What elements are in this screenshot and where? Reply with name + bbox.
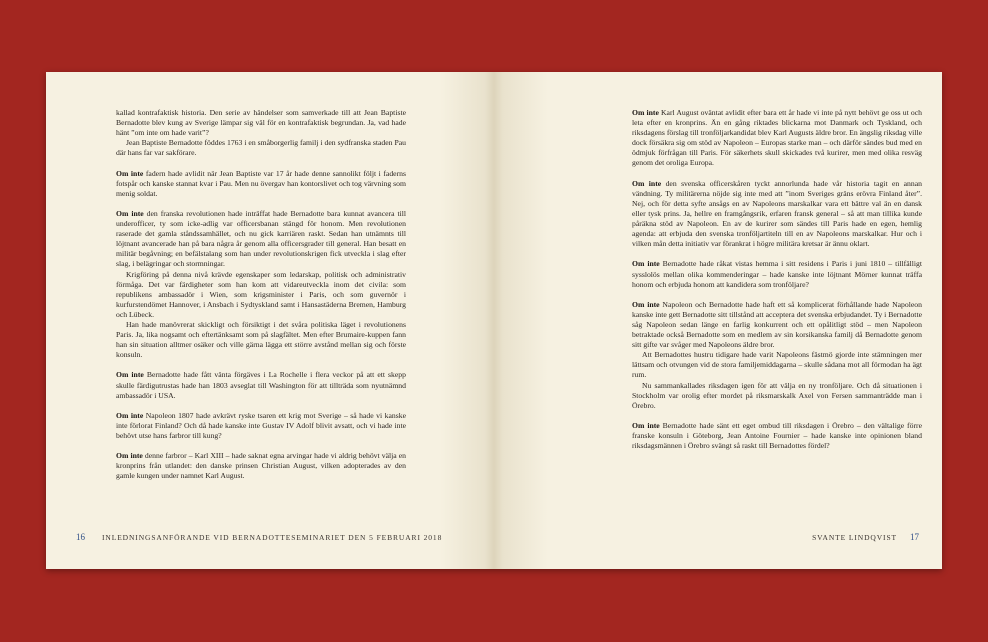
paragraph-text: Bernadotte hade sänt ett eget ombud till riksdagen i Örebro – den vältalige förre franske konsuln i Göteborg, Jean Antoine Fournier – hade kanske inte opinionen bland riksdagsmännen i Örebro svängt så raskt till Bernadottes fördel? [632, 420, 922, 451]
paragraph-lead: Om inte [116, 410, 144, 420]
book-spread [46, 72, 942, 569]
page-number-left: 16 [76, 532, 85, 542]
paragraph [116, 169, 406, 199]
paragraph-text: Napoleon och Bernadotte hade haft ett så komplicerat förhållande hade Napoleon kanske inte gett Bernadotte sitt tillstånd att acceptera det svenska erbjudandet. Ty i Bernadotte såg Napoleon sedan länge en farlig konkurrent och ett opålitligt stöd – men Napoleon betraktade också Bernadotte som en medlem av sin korsikanska familj då Bernadotte genom sitt gifte var svåger med Napoleons äldre bror. [632, 299, 922, 350]
paragraph [116, 108, 406, 138]
paragraph-lead: Om inte [116, 208, 144, 218]
paragraph-text: Bernadotte hade råkat vistas hemma i sitt residens i Paris i juni 1810 – tillfälligt sysslolös mellan olika kommenderingar – hade kanske inte löjtnant Mörner kunnat träffa honom och erbjuda honom att kandidera som tronföljare? [632, 259, 922, 289]
left-page [46, 72, 494, 569]
paragraph-text: Krigföring på denna nivå krävde egenskaper som ledarskap, politisk och administrativ förmåga. Det var färdigheter som han kom att vidareutveckla inom det civila: som republikens ambassadör i Wien, som krigsminister i Paris, och som guvernör i kurfurstendömet Hannover, i Ansbach i Sydtyskland samt i Hansastäderna Bremen, Hamburg och Lübeck. [116, 269, 406, 319]
paragraph-lead: Om inte [116, 451, 143, 461]
left-page-body [116, 108, 406, 481]
paragraph [632, 300, 922, 350]
paragraph-text: Bernadotte hade fått vänta förgäves i La Rochelle i flera veckor på att ett skepp skulle färdigutrustas hade han 1803 avseglat till Washington för att tillträda som nyutnämnd ambassadör i USA. [116, 370, 406, 400]
paragraph-text: Att Bernadottes hustru tidigare hade varit Napoleons fästmö gjorde inte stämningen mer lättsam och otvungen vid de stora familjemiddagarna – skulle sådana mot all förmodan ha ägt rum. [632, 350, 922, 380]
paragraph [632, 259, 922, 289]
paragraph-lead: Om inte [116, 168, 144, 178]
paragraph-text: Han hade manövrerat skickligt och försiktigt i det svåra politiska läget i revolutionens Paris. Ja, lika nogsamt och eftertänksamt som på slagfältet. Men efter Brumaire-kuppen fann han sin situation alltmer osäker och ville gärna lägga ett större avstånd mellan sig och förste konsuln. [116, 319, 406, 360]
right-page [494, 72, 942, 569]
paragraph-text: denne farbror – Karl XIII – hade saknat egna arvingar hade vi aldrig behövt välja en kronprins från utlandet: den danske prinsen Christian August, vilken adopterades av den gamle kungen under namnet Karl August. [116, 451, 406, 481]
page-number-right: 17 [910, 532, 919, 542]
paragraph [632, 350, 922, 380]
paragraph [116, 138, 406, 158]
paragraph [116, 270, 406, 320]
paragraph [116, 370, 406, 400]
paragraph-text: den svenska officerskåren tyckt annorlunda hade vår historia tagit en annan vändning. Ty militärerna nöjde sig inte med att ”inom Sveriges gräns erövra Finland åter”. Nej, och för detta syfte ansågs en av Napoleons marskalkar vara ett bättre val än en dansk eller tysk prins. Ja, hellre en framgångsrik, erfaren fransk general – så att man tillika kunde påräkna stöd av Napoleon. En av de kurirer som sändes till Paris hade en egen, hemlig agenda: att erbjuda den svenska tronföljartiteln till en av Napoleons marskalkar. Hur och i vilken mån detta initiativ var förankrat i högre militära kretsar är ännu oklart. [632, 178, 922, 249]
paragraph-text: Karl August oväntat avlidit efter bara ett år hade vi inte på nytt behövt ge oss ut och leta efter en kronprins. Än en gång riktades blickarna mot Danmark och Tyskland, och riksdagens förslag till tronföljarkandidat blev Karl Augusts äldre bror. En ängslig riksdag ville dock försäkra sig om stöd av Napoleon – Europas starke man – och därför sändes bud med en ödmjuk förfrågan till Paris. För säkerhets skull skickades två kurirer, men med olika resväg genom det oroliga Europa. [632, 108, 922, 168]
paragraph [632, 381, 922, 411]
paragraph-lead: Om inte [632, 299, 660, 309]
paragraph [116, 451, 406, 481]
running-head-right: SVANTE LINDQVIST [812, 533, 897, 542]
paragraph-lead: Om inte [632, 178, 662, 188]
paragraph-lead: Om inte [632, 259, 660, 269]
paragraph-text: fadern hade avlidit när Jean Baptiste var 17 år hade denne sannolikt följt i faderns fotspår och kanske stannat kvar i Pau. Men nu övergav han kontorslivet och tog värvning som menig soldat. [116, 168, 406, 198]
running-head-left: INLEDNINGSANFÖRANDE VID BERNADOTTESEMINARIET DEN 5 FEBRUARI 2018 [102, 533, 443, 542]
paragraph [116, 411, 406, 441]
paragraph [116, 320, 406, 360]
paragraph [632, 421, 922, 451]
paragraph-text: Jean Baptiste Bernadotte föddes 1763 i en småborgerlig familj i den sydfranska staden Pau där hans far var sakförare. [116, 138, 406, 158]
paragraph-text: kallad kontrafaktisk historia. Den serie av händelser som samverkade till att Jean Baptiste Bernadotte blev kung av Sverige lämpar sig väl för en kontrafaktisk begrundan. Ja, vad hade hänt ”om inte om hade varit”? [116, 108, 406, 138]
paragraph [632, 108, 922, 169]
paragraph-text: den franska revolutionen hade inträffat hade Bernadotte bara kunnat avancera till underofficer, ty som icke-adlig var officersbanan stängd för honom. Men revolutionen raserade det gamla ståndssamhället, och nu gick karriären raskt. Sedan han utnämnts till löjtnant avancerade han på bara några år genom alla officersgrader till general. Han besatt en militär begåvning; en befälstalang som han under revolutionskrigen fick utveckla i slag efter slag, i belägringar och stormningar. [116, 208, 406, 269]
paragraph-lead: Om inte [632, 108, 659, 117]
paragraph-text: Napoleon 1807 hade avkrävt ryske tsaren ett krig mot Sverige – så hade vi kanske inte förlorat Finland? Och då hade kanske inte Gustav IV Adolf blivit avsatt, och vi hade inte behövt utse hans farbror till kung? [116, 410, 406, 440]
paragraph-text: Nu sammankallades riksdagen igen för att välja en ny tronföljare. Och då situationen i Stockholm var orolig efter mordet på riksmarskalk Axel von Fersen sammanträdde man i Örebro. [632, 380, 922, 410]
paragraph [632, 179, 922, 250]
paragraph [116, 209, 406, 270]
right-page-body [632, 108, 922, 451]
paragraph-lead: Om inte [632, 420, 660, 430]
paragraph-lead: Om inte [116, 370, 144, 380]
